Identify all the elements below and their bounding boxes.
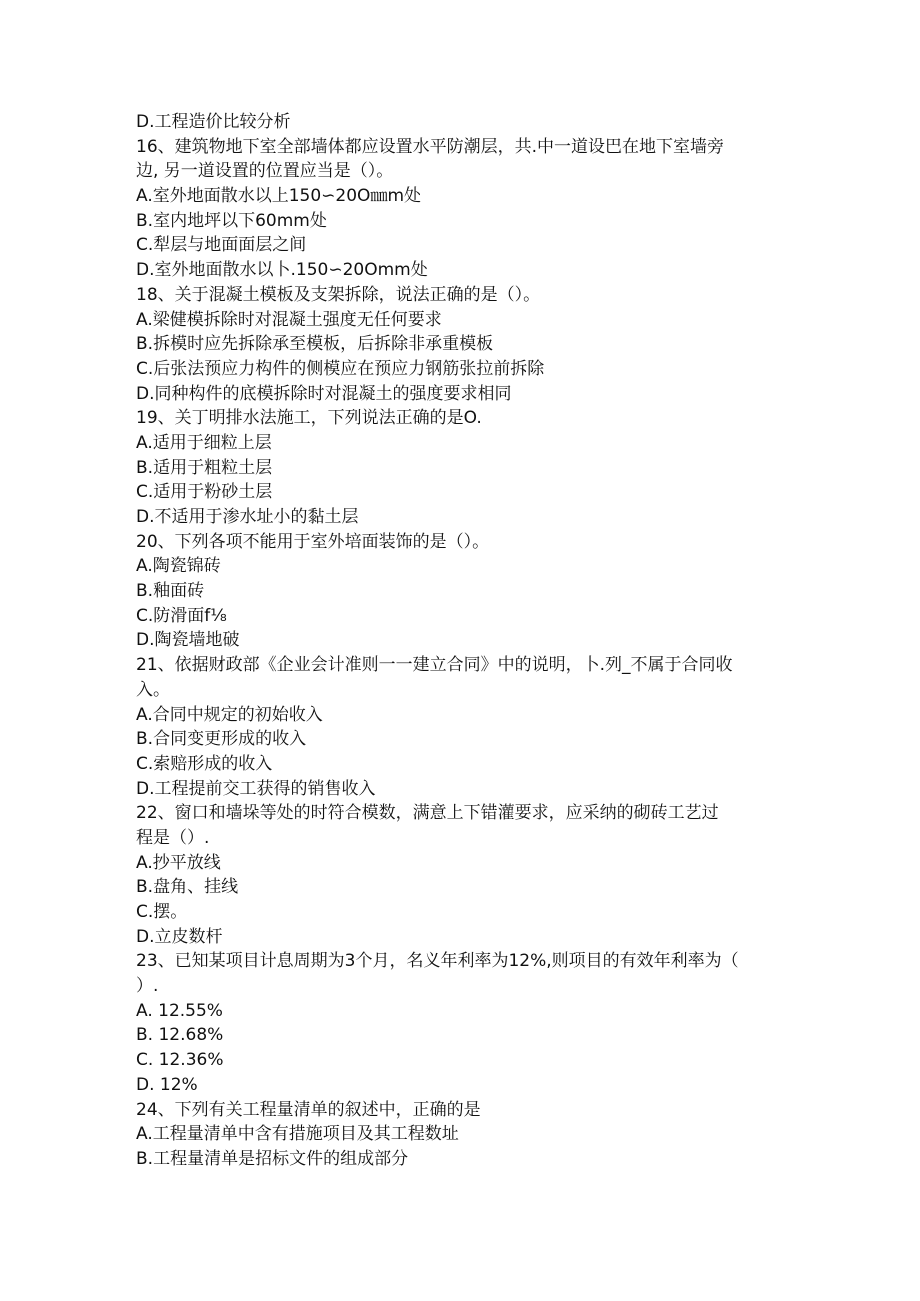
text-line: B. 12.68%	[136, 1025, 224, 1046]
text-line: 19、关丁明排水法施工，下列说法正确的是O.	[136, 408, 482, 429]
text-line: 20、下列各项不能用于室外培面装饰的是（）。	[136, 531, 490, 552]
text-line: D.同种构件的底模拆除时对混凝土的强度要求相同	[136, 383, 512, 404]
text-line: 18、关于混凝土模板及支架拆除，说法正确的是（）。	[136, 284, 541, 305]
text-line: B.釉面砖	[136, 581, 205, 602]
text-line: 程是（）.	[136, 827, 210, 848]
text-line: D.室外地面散水以卜.150∽20Omm处	[136, 260, 428, 281]
text-line: B.盘角、挂线	[136, 877, 239, 898]
text-line: D.不适用于渗水址小的黏土层	[136, 507, 359, 527]
text-line: A.适用于细粒上层	[136, 432, 272, 453]
text-line: 边, 另一道设置的位置应当是（）。	[136, 161, 394, 182]
text-line: D. 12%	[136, 1074, 198, 1095]
text-line: C. 12.36%	[136, 1050, 224, 1071]
text-line: B.室内地坪以下60mm处	[136, 210, 327, 231]
text-line: B.拆模时应先拆除承至模板，后拆除非承重模板	[136, 334, 494, 355]
text-line: A.室外地面散水以上150∽20O㎜m处	[136, 186, 421, 207]
text-line: B.适用于粗粒土层	[136, 457, 273, 478]
text-line: 21、依据财政部《企业会计准则一一建立合同》中的说明，卜.列_不属于合同收	[136, 655, 733, 676]
text-line: C.防滑面f⅛	[136, 605, 227, 626]
text-line: 16、建筑物地下室全部墙体都应设置水平防潮层，共.中一道设巴在地下室墙旁	[136, 136, 725, 157]
text-line: D.工程造价比较分析	[136, 112, 291, 132]
text-line: A.陶瓷锦砖	[136, 556, 221, 577]
text-line: C.后张法预应力构件的侧模应在预应力钢筋张拉前拆除	[136, 358, 545, 379]
text-line: A. 12.55%	[136, 1000, 223, 1021]
text-line: 23、已知某项目计息周期为3个月，名义年利率为12%,则项目的有效年利率为（	[136, 951, 739, 972]
text-line: A.工程量清单中含有措施项目及其工程数址	[136, 1124, 459, 1145]
text-line: ）.	[136, 976, 159, 997]
text-line: 入。	[136, 679, 170, 700]
text-line: D.立皮数杆	[136, 926, 223, 947]
text-line: 22、窗口和墙垛等处的时符合模数，满意上下错灌要求，应采纳的砌砖工艺过	[136, 803, 719, 824]
text-line: B.合同变更形成的收入	[136, 729, 307, 750]
text-line: A.合同中规定的初始收入	[136, 704, 323, 725]
text-line: C.摆。	[136, 902, 188, 922]
text-line: D.陶瓷墙地破	[136, 630, 240, 651]
text-line: C.犁层与地面面层之间	[136, 235, 307, 256]
text-line: C.适用于粉砂土层	[136, 482, 273, 503]
text-line: B.工程量清单是招标文件的组成部分	[136, 1148, 409, 1169]
text-line: A.梁健模拆除时对混凝土强度无任何要求	[136, 309, 442, 330]
text-line: D.工程提前交工获得的销售收入	[136, 778, 376, 799]
text-line: C.索赔形成的收入	[136, 753, 273, 774]
text-line: A.抄平放线	[136, 852, 221, 873]
text-line: 24、下列有关工程量清单的叙述中，正确的是	[136, 1099, 481, 1120]
question-text-block	[136, 110, 786, 1172]
